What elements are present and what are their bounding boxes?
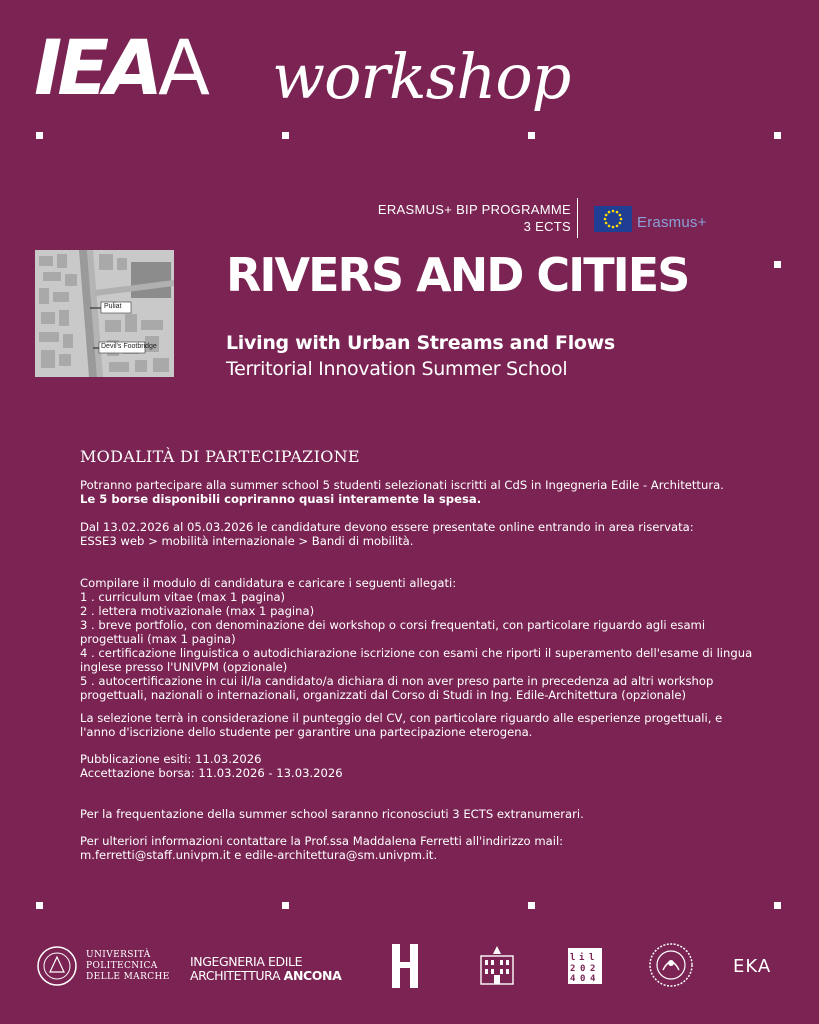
svg-text:l: l bbox=[570, 953, 576, 963]
university-seal-icon bbox=[648, 942, 694, 988]
map-label: Puliat bbox=[104, 303, 122, 310]
erasmus-brand: Erasmus+ bbox=[637, 214, 707, 231]
grid-dot bbox=[36, 132, 43, 139]
grid-dot bbox=[282, 132, 289, 139]
paragraph-deadline bbox=[80, 520, 760, 548]
text-line: Per ulteriori informazioni contattare la Prof.ssa Maddalena Ferretti all'indirizzo mail: bbox=[80, 834, 564, 848]
grid-dot bbox=[528, 132, 535, 139]
grid-dot bbox=[774, 902, 781, 909]
svg-text:4: 4 bbox=[590, 974, 596, 984]
grid-dot bbox=[774, 132, 781, 139]
svg-text:2: 2 bbox=[590, 964, 596, 974]
list-item: 1 . curriculum vitae (max 1 pagina) bbox=[80, 590, 286, 604]
subtitle-secondary: Territorial Innovation Summer School bbox=[226, 358, 568, 380]
text-line: UNIVERSITÀ bbox=[86, 950, 151, 960]
h-logo-icon bbox=[392, 944, 418, 988]
eu-flag-icon bbox=[594, 206, 632, 232]
section-heading: MODALITÀ DI PARTECIPAZIONE bbox=[80, 447, 360, 466]
workshop-script: workshop bbox=[272, 40, 571, 113]
ieaa-logo: IEAA bbox=[34, 23, 209, 112]
svg-text:0: 0 bbox=[580, 974, 586, 984]
list-item: 2 . lettera motivazionale (max 1 pagina) bbox=[80, 604, 315, 618]
grid-dot bbox=[774, 261, 781, 268]
text-line: DELLE MARCHE bbox=[86, 972, 170, 982]
text-line-bold: ANCONA bbox=[283, 968, 342, 983]
grid-logo-icon bbox=[568, 948, 602, 984]
svg-text:4: 4 bbox=[570, 974, 576, 984]
paragraph-ects bbox=[80, 807, 760, 821]
paragraph-contact bbox=[80, 834, 760, 862]
text-line: ARCHITETTURA bbox=[190, 968, 281, 983]
univpm-seal-icon bbox=[36, 945, 78, 987]
page-title: RIVERS AND CITIES bbox=[226, 248, 689, 302]
text-line: Compilare il modulo di candidatura e caricare i seguenti allegati: bbox=[80, 576, 457, 590]
paragraph-attachments bbox=[80, 576, 760, 702]
paragraph-eligibility bbox=[80, 478, 760, 506]
list-item: 4 . certificazione linguistica o autodichiarazione iscrizione con esami che riporti il superamento dell'esame di lingua inglese presso l'UNIVPM (opzionale) bbox=[80, 646, 753, 674]
svg-text:l: l bbox=[589, 953, 595, 963]
svg-text:i: i bbox=[579, 953, 585, 963]
list-item: 5 . autocertificazione in cui il/la candidato/a dichiara di non aver preso parte in precedenza ad altri workshop progettuali, nazionali o internazionali, organizzati dal Corso di Studi in Ing. Edile-Architettura (opzionale) bbox=[80, 674, 714, 702]
text-line-bold: Le 5 borse disponibili copriranno quasi interamente la spesa. bbox=[80, 492, 482, 506]
svg-text:2: 2 bbox=[570, 964, 576, 974]
text-line: Accettazione borsa: 11.03.2026 - 13.03.2026 bbox=[80, 766, 343, 780]
ingegneria-edile-logo bbox=[190, 955, 341, 983]
text-line: La selezione terrà in considerazione il punteggio del CV, con particolare riguardo alle esperienze progettuali, e l'anno d'iscrizione dello studente per garantire una partecipazione eterogena. bbox=[80, 711, 723, 739]
grid-dot bbox=[36, 902, 43, 909]
svg-text:0: 0 bbox=[580, 964, 586, 974]
ects-text: 3 ECTS bbox=[523, 219, 571, 234]
text-line: Per la frequentazione della summer school saranno riconosciuti 3 ECTS extranumerari. bbox=[80, 807, 584, 821]
paragraph-selection bbox=[80, 711, 760, 739]
univpm-wordmark bbox=[86, 950, 170, 983]
eka-logo: EKA bbox=[733, 956, 772, 977]
grid-dot bbox=[528, 902, 535, 909]
text-line: Potranno partecipare alla summer school 5 studenti selezionati iscritti al CdS in Ingegneria Edile - Architettura. bbox=[80, 478, 724, 492]
text-line: Dal 13.02.2026 al 05.03.2026 le candidature devono essere presentate online entrando in area riservata: bbox=[80, 520, 694, 534]
text-line: INGEGNERIA EDILE bbox=[190, 954, 303, 969]
subtitle: Living with Urban Streams and Flows bbox=[226, 332, 615, 354]
text-line: Pubblicazione esiti: 11.03.2026 bbox=[80, 752, 262, 766]
text-line: POLITECNICA bbox=[86, 961, 158, 971]
divider bbox=[577, 198, 578, 238]
list-item: 3 . breve portfolio, con denominazione dei workshop o corsi frequentati, con particolare riguardo agli esami progettuali (max 1 pagina) bbox=[80, 618, 706, 646]
text-line: ESSE3 web > mobilità internazionale > Bandi di mobilità. bbox=[80, 534, 414, 548]
palace-logo-icon bbox=[478, 944, 516, 988]
erasmus-programme-label bbox=[378, 201, 571, 235]
site-map-image bbox=[35, 250, 174, 377]
email-text: m.ferretti@staff.univpm.it e edile-architettura@sm.univpm.it. bbox=[80, 848, 438, 862]
paragraph-dates bbox=[80, 752, 760, 780]
programme-text: ERASMUS+ BIP PROGRAMME bbox=[377, 202, 571, 217]
map-label: Devil's Footbridge bbox=[101, 343, 157, 350]
grid-dot bbox=[282, 902, 289, 909]
